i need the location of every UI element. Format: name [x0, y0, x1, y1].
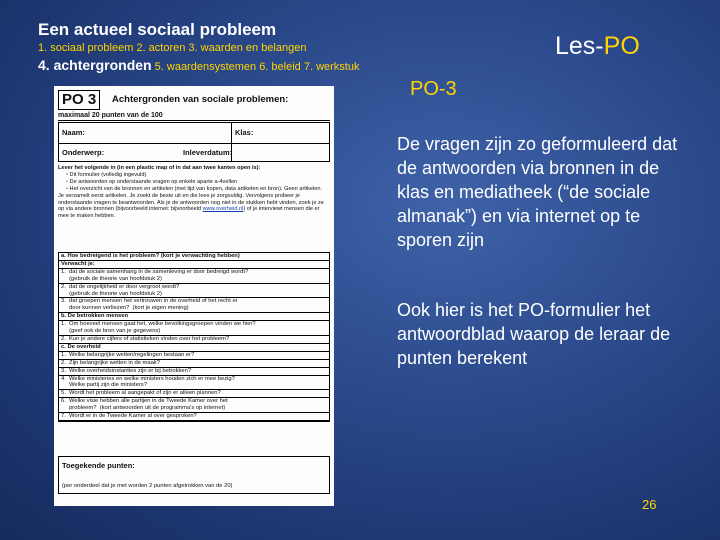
instructions-body: Je verzamelt eerst artikelen. Je zoekt de beste uit en die lees je zorgvuldig. Vervolgens probeer je onderstaande vragen te beantwoorden. Als je de antwoorden nog niet in de stukken hebt vinden, zoek je ze op via andere bronnen (bijvoorbeeld internet: bijvoorbeeld www.overheid.nl) of je interviewt mensen die er mee te maken hebben.	[58, 192, 324, 220]
question-row: 4. Welke ministeries en welke ministers houden zich er mee bezig? Welke partij zijn die ministers?	[59, 376, 329, 391]
question-row: 2. dat de ongelijkheid er door vergroot wordt? (gebruik de theorie van hoofdstuk 2)	[59, 284, 329, 299]
form-header	[58, 90, 330, 121]
points-note: (per onderdeel dat je met worden 2 punten afgetrokken van de 20)	[62, 483, 233, 489]
nav-next-steps: 5. waardensystemen 6. beleid 7. werkstuk	[151, 61, 360, 73]
brand-logo	[555, 32, 640, 61]
question-row: 5. Wordt het probleem al aangepakt of zijn er alleen plannen?	[59, 390, 329, 398]
question-row: 3. dat groepen mensen het vertrouwen in de overheid of het recht er door kunnen verliezen? (kort je eigen mening)	[59, 298, 329, 313]
points-title: Toegekende punten:	[62, 461, 135, 470]
brand-highlight: PO	[603, 32, 640, 60]
question-row: 1. Welke belangrijke wetten/regelingen bestaan er?	[59, 352, 329, 360]
nav-line-1: 1. sociaal probleem 2. actoren 3. waarden en belangen	[38, 42, 307, 54]
subject-label: Onderwerp:	[62, 148, 105, 157]
question-row: Verwacht je:	[59, 261, 329, 269]
question-row: 2. Kun je andere cijfers of statistieken vinden over het probleem?	[59, 336, 329, 344]
instructions-heading: Lever het volgende in (in een plastic map of in dat aan twee kanten open is):	[58, 165, 261, 171]
nav-current-step: 4. achtergronden	[38, 57, 152, 73]
question-row: a. Hoe bedreigend is het probleem? (kort je verwachting hebben)	[59, 253, 329, 261]
instruction-item: ▫ De antwoorden op onderstaande vragen op enkele aparte a-4vellen	[66, 178, 238, 185]
paragraph-1: De vragen zijn zo geformuleerd dat de antwoorden via bronnen in de klas en mediatheek (“de sociale almanak”) en via internet op te sporen zijn	[397, 134, 678, 250]
form-instructions	[58, 165, 328, 220]
po-code: PO-3	[410, 78, 457, 100]
question-row: b. De betrokken mensen	[59, 313, 329, 321]
question-row: 7. Wordt er in de Tweede Kamer al over gesproken?	[59, 413, 329, 421]
form-subtitle: maximaal 20 punten van de 100	[58, 112, 163, 119]
question-row: 1. dat de sociale samenhang in de samenleving er door bedreigd wordt? (gebruik de theorie van hoofdstuk 2)	[59, 269, 329, 284]
slide-title: Een actueel sociaal probleem	[38, 20, 277, 39]
student-info-grid	[58, 122, 330, 162]
form-badge: PO 3	[58, 90, 100, 110]
paragraph-2: Ook hier is het PO-formulier het antwoordblad waarop de leraar de punten berekent	[397, 300, 671, 368]
question-row: c. De overheid	[59, 344, 329, 352]
question-table	[58, 252, 330, 422]
due-date-label: Inleverdatum:	[183, 148, 233, 157]
overheid-link[interactable]: www.overheid.nl	[202, 206, 244, 213]
question-row: 6. Welke visie hebben alle partijen in de Tweede Kamer over het probleem? (kort antwoorden uit de programma's op internet)	[59, 398, 329, 413]
question-row: 1. Om hoeveel mensen gaat het, welke bevolkingsgroepen vinden we hier? (geef ook de bron van je gegevens)	[59, 321, 329, 336]
points-box	[58, 456, 330, 494]
po-form-document	[54, 86, 334, 506]
page-number: 26	[642, 497, 657, 512]
class-label: Klas:	[235, 128, 254, 137]
brand-prefix: Les-	[555, 32, 604, 60]
instruction-item: ▫ Dit formulier (volledig ingevuld)	[66, 171, 147, 178]
nav-line-2	[38, 57, 359, 73]
instruction-item: ▫ Het overzicht van de bronnen en artikelen (met tijd van kopen, data artikelen en bron). Geen artikelen.	[66, 185, 323, 192]
question-row: 3. Welke overheidsinstanties zijn er bij betrokken?	[59, 368, 329, 376]
form-title: Achtergronden van sociale problemen:	[112, 94, 289, 105]
name-label: Naam:	[62, 128, 85, 137]
question-row: 2. Zijn belangrijke wetten in de maak?	[59, 360, 329, 368]
